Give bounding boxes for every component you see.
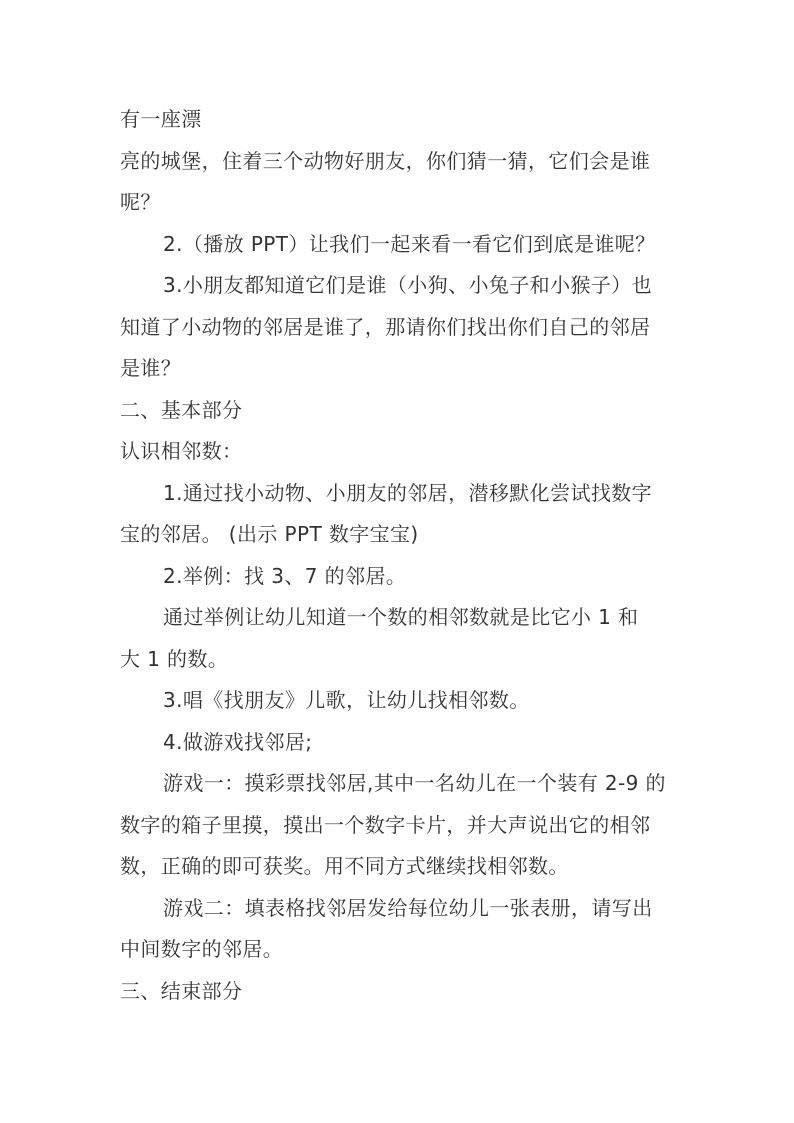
text-line: 2.（播放 PPT）让我们一起来看一看它们到底是谁呢？	[163, 232, 656, 256]
text-line: 大 1 的数。	[120, 647, 229, 671]
text-line: 呢？	[120, 190, 161, 214]
text-line: 4.做游戏找邻居;	[163, 730, 313, 754]
text-line: 通过举例让幼儿知道一个数的相邻数就是比它小 1 和	[163, 605, 639, 629]
section-heading: 二、基本部分	[120, 398, 243, 422]
text-line: 数字的箱子里摸，摸出一个数字卡片，并大声说出它的相邻	[120, 813, 651, 837]
text-line: 是谁？	[120, 356, 182, 380]
text-line: 3.唱《找朋友》儿歌，让幼儿找相邻数。	[163, 688, 530, 712]
text-line: 亮的城堡，住着三个动物好朋友，你们猜一猜，它们会是谁	[120, 149, 651, 173]
section-heading: 三、结束部分	[120, 979, 243, 1003]
text-line: 知道了小动物的邻居是谁了，那请你们找出你们自己的邻居	[120, 315, 651, 339]
text-line: 1.通过找小动物、小朋友的邻居，潜移默化尝试找数字	[163, 481, 653, 505]
text-line: 中间数字的邻居。	[120, 937, 284, 961]
text-line: 游戏一：摸彩票找邻居,其中一名幼儿在一个装有 2-9 的	[163, 771, 666, 795]
text-line: 2.举例：找 3、7 的邻居。	[163, 564, 407, 588]
text-line: 宝的邻居。 (出示 PPT 数字宝宝)	[120, 522, 419, 546]
text-line: 3.小朋友都知道它们是谁（小狗、小兔子和小猴子）也	[163, 273, 653, 297]
text-line: 认识相邻数：	[120, 439, 243, 463]
text-line: 数，正确的即可获奖。用不同方式继续找相邻数。	[120, 854, 569, 878]
text-line: 游戏二：填表格找邻居发给每位幼儿一张表册，请写出	[163, 896, 653, 920]
text-line: 有一座漂	[120, 107, 202, 131]
